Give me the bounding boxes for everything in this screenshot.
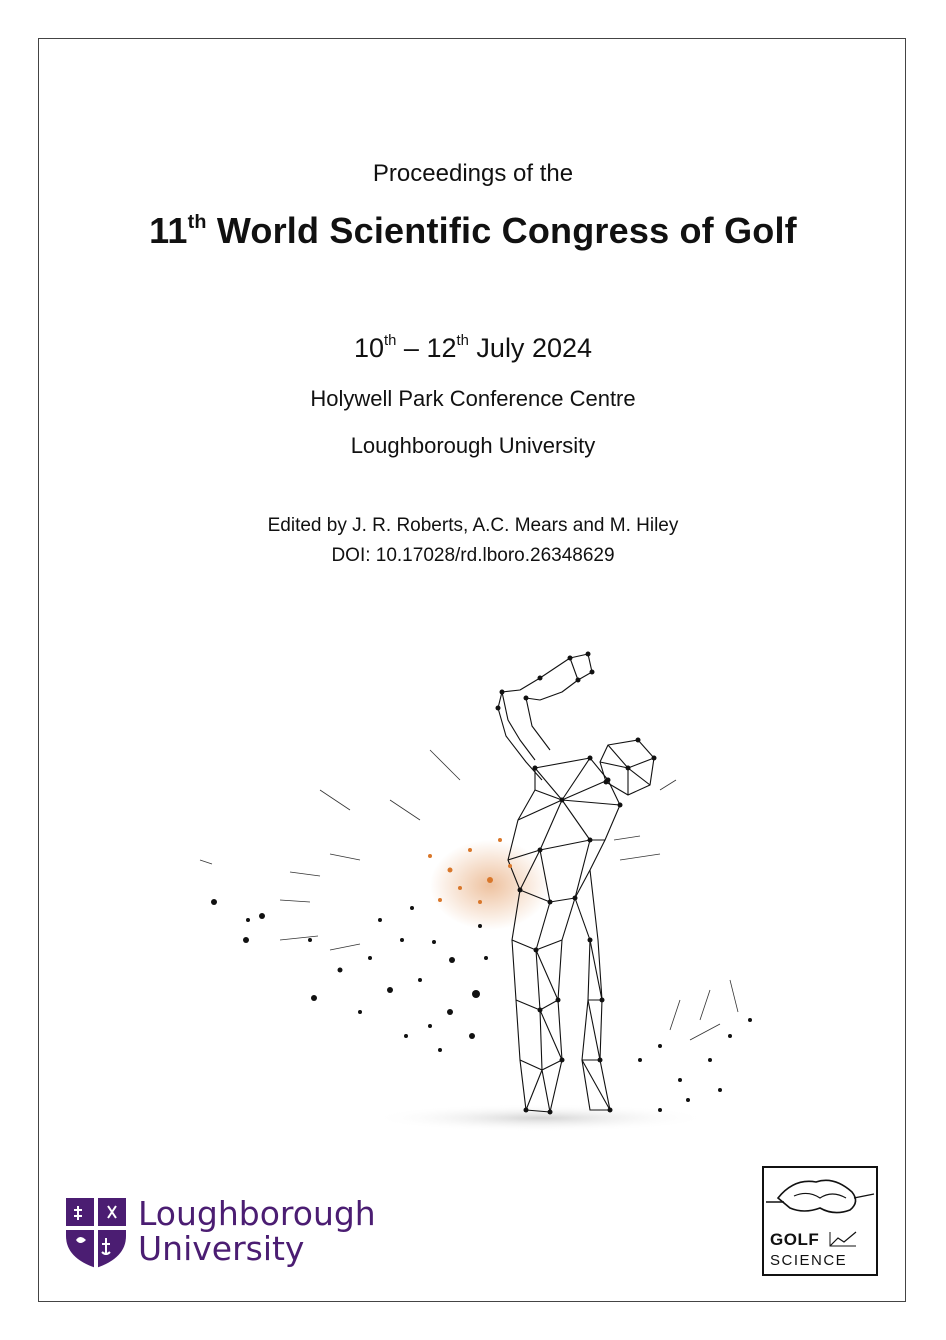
proceedings-intro: Proceedings of the: [372, 160, 574, 187]
congress-title: 11th World Scientific Congress of Golf: [149, 210, 797, 251]
golfer-network-illustration: [190, 640, 780, 1140]
venue: Holywell Park Conference Centre: [310, 386, 636, 411]
university-name: Loughborough University: [350, 433, 596, 458]
lu-wordmark: Loughborough University: [138, 1194, 376, 1268]
golf-science-logo: [762, 1166, 878, 1276]
gs-science-text: SCIENCE: [770, 1252, 848, 1269]
doi: DOI: 10.17028/rd.lboro.26348629: [331, 545, 615, 566]
trend-line-icon: [828, 1230, 858, 1248]
congress-dates: 10th – 12th July 2024: [353, 333, 593, 363]
loughborough-university-logo: [64, 1196, 374, 1272]
golf-science-emblem-icon: [764, 1168, 876, 1228]
editors: Edited by J. R. Roberts, A.C. Mears and M. Hiley: [267, 515, 679, 536]
gs-golf-text: GOLF: [770, 1230, 820, 1249]
lu-shield-icon: [64, 1196, 128, 1270]
